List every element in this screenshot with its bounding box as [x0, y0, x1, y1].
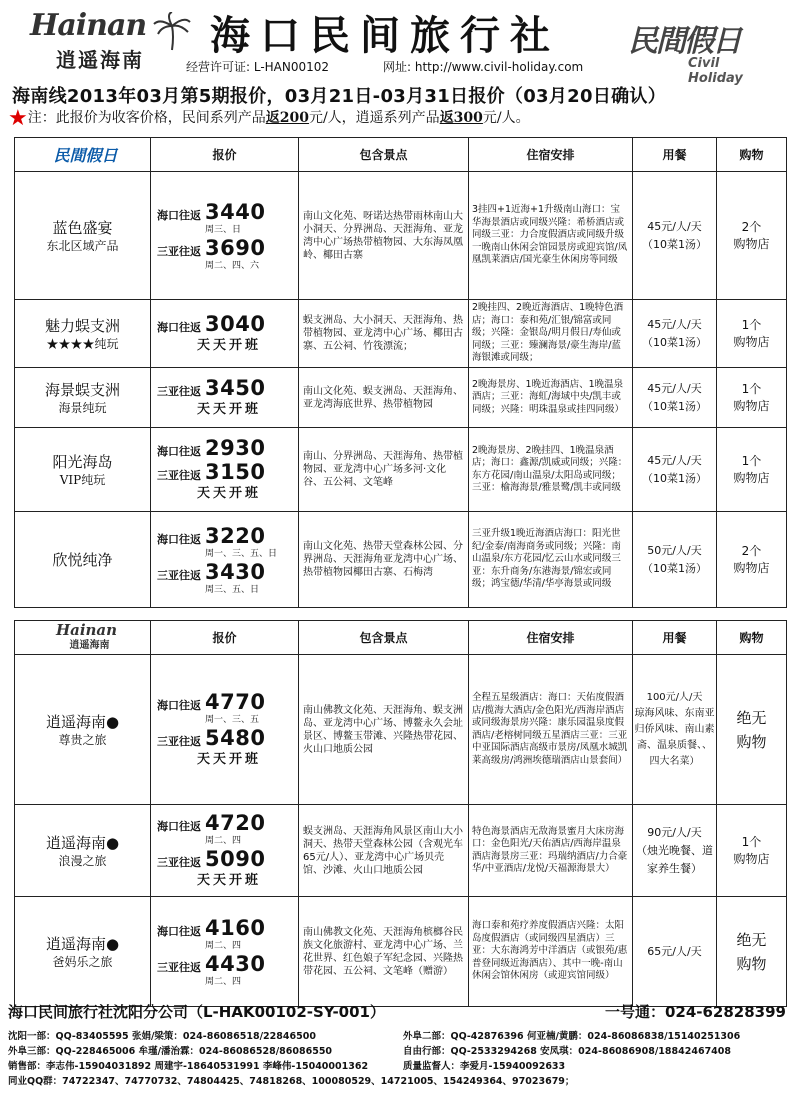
product-name-cell [15, 897, 151, 1007]
meal-price: 90元/人/天 [647, 825, 702, 839]
meal-detail: （10菜1汤） [642, 335, 707, 349]
civil-holiday-brand [15, 138, 151, 172]
price-cell [151, 428, 299, 512]
hotel-cell: 海口泰和苑疗养度假酒店兴隆：太阳岛度假酒店（或同级四星酒店）三亚：大东海鸿芳中洋酒店（或银苑/惠普登同级近海酒店）、其中一晚-南山休闲会馆休闲房（或迎宾馆同级） [469, 897, 633, 1007]
price-route: 海口往返 [157, 444, 201, 458]
col-shopping: 购物 [717, 138, 787, 172]
price-cell [151, 512, 299, 608]
sights-cell: 南山佛教文化苑、天涯海角、蜈支洲岛、亚龙湾中心广场、博鳌永久会址景区、博鳌玉带滩、兴隆热带花园、火山口地质公园 [299, 655, 469, 805]
meal-cell [633, 512, 717, 608]
meal-price: 45元/人/天 [647, 219, 702, 233]
product-row [15, 512, 787, 608]
departure-days: 周三、五、日 [205, 584, 260, 595]
price-line [157, 847, 298, 871]
price-amount: 4430 [205, 951, 266, 976]
sights-cell: 蜈支洲岛、天涯海角风景区南山大小洞天、热带天堂森林公园（含观光车65元/人）、亚龙湾中心广场贝壳馆、沙滩、火山口地质公园 [299, 805, 469, 897]
product-name-cell [15, 428, 151, 512]
product-name: 逍遥海南● [45, 833, 120, 852]
departure-days: 周二、四 [205, 835, 242, 846]
price-amount: 3450 [205, 375, 266, 400]
product-name-cell [15, 512, 151, 608]
price-route: 三亚往返 [157, 468, 201, 482]
price-amount: 3220 [205, 523, 266, 548]
sights-cell: 南山文化苑、热带天堂森林公园、分界洲岛、天涯海角亚龙湾中心广场、热带植物园椰田古寨、石梅湾 [299, 512, 469, 608]
price-route: 三亚往返 [157, 244, 201, 258]
meal-cell [633, 428, 717, 512]
civil-holiday-logo [628, 16, 778, 86]
price-line [157, 811, 298, 835]
price-line [157, 560, 298, 584]
contact-entry: 外阜三部：QQ-228465006 牟瑾/潘治霖：024-86086528/86086550 [8, 1046, 333, 1057]
product-row [15, 805, 787, 897]
product-row [15, 300, 787, 368]
price-route: 海口往返 [157, 320, 201, 334]
daily-departure: 天天开班 [197, 872, 262, 888]
product-row [15, 655, 787, 805]
price-amount: 4720 [205, 810, 266, 835]
price-amount: 4160 [205, 915, 266, 940]
meal-detail: （10菜1汤） [642, 237, 707, 251]
price-line [157, 236, 298, 260]
price-route: 三亚往返 [157, 960, 201, 974]
company-name: 海口民间旅行社沈阳分公司（L-HAK00102-SY-001） [8, 1003, 385, 1021]
price-route: 三亚往返 [157, 855, 201, 869]
price-line [157, 690, 298, 714]
meal-price: 100元/人/天 [646, 691, 703, 703]
daily-departure: 天天开班 [197, 337, 262, 353]
price-amount: 5090 [205, 846, 266, 871]
meal-price: 45元/人/天 [647, 453, 702, 467]
price-route: 三亚往返 [157, 384, 201, 398]
price-note [8, 106, 530, 131]
meal-detail: （10菜1汤） [642, 399, 707, 413]
hotline: 一号通：024-62828399 [604, 1003, 786, 1021]
price-line [157, 436, 298, 460]
price-headline: 海南线2013年03月第5期报价，03月21日-03月31日报价（03月20日确认） [12, 86, 667, 107]
price-line [157, 312, 298, 336]
departure-days: 周一、三、五 [205, 714, 260, 725]
shopping-label: 购物店 [733, 334, 770, 349]
price-cell [151, 897, 299, 1007]
hotel-cell: 全程五星级酒店：海口：天佑度假酒店/揽海大酒店/金色阳光/西海岸酒店或同级海景房兴隆：康乐园温泉度假酒店/老榕树同级五星酒店三亚：三亚中亚国际酒店高级市景房/凤凰水城凯莱高级房/鸿洲埃德瑞酒店山景套间） [469, 655, 633, 805]
hotel-cell: 3挂四+1近海+1升级南山海口：宝华海景酒店或同级兴隆：希桥酒店或同级三亚：力合度假酒店或同级升级一晚南山休闲会馆园景房或迎宾馆/凤凰凯莱酒店/国光豪生休闲房等同级 [469, 172, 633, 300]
meal-price: 50元/人/天 [647, 543, 702, 557]
shopping-cell [717, 368, 787, 428]
shopping-cell [717, 897, 787, 1007]
price-line [157, 726, 298, 750]
sights-cell: 南山文化苑、蜈支洲岛、天涯海角、亚龙湾海底世界、热带植物园 [299, 368, 469, 428]
meal-detail: （10菜1汤） [642, 471, 707, 485]
hotel-cell: 三亚升级1晚近海酒店海口：阳光世纪/金泰/南海商务或同级；兴隆：南山温泉/东方花园/忆云山水或同级三亚：东升商务/东港海景/锦宏或同级；鸿宝德/华清/华亭海景或同级 [469, 512, 633, 608]
shopping-label: 购物店 [733, 560, 770, 575]
col-hotel: 住宿安排 [469, 621, 633, 655]
hainan-logo [22, 8, 182, 74]
product-name-cell [15, 805, 151, 897]
daily-departure: 天天开班 [197, 485, 262, 501]
product-row [15, 172, 787, 300]
product-name: 欣悦纯净 [52, 550, 113, 569]
price-route: 海口往返 [157, 819, 201, 833]
product-row [15, 368, 787, 428]
sights-cell: 南山文化苑、呀诺达热带雨林南山大小洞天、分界洲岛、天涯海角、亚龙湾中心广场热带植物园、大东海凤凰岭、椰田古寨 [299, 172, 469, 300]
civil-holiday-price-table [14, 137, 787, 608]
contact-row [8, 1074, 798, 1089]
shopping-label: 购物店 [733, 236, 770, 251]
shopping-label: 购物店 [733, 470, 770, 485]
civil-holiday-logo-cn: 民間假日 [628, 24, 740, 59]
col-hotel: 住宿安排 [469, 138, 633, 172]
hainan-logo-cn: 逍遥海南 [56, 48, 144, 72]
meal-cell [633, 368, 717, 428]
shopping-count: 1个 [741, 453, 762, 468]
departure-days: 周二、四 [205, 940, 242, 951]
product-name-cell [15, 300, 151, 368]
product-subtitle: 爸妈乐之旅 [52, 954, 113, 969]
product-name: 阳光海岛 [52, 452, 113, 471]
website-url[interactable]: 网址: http://www.civil-holiday.com [383, 60, 584, 74]
sights-cell: 蜈支洲岛、大小洞天、天涯海角、热带植物园、亚龙湾中心广场、椰田古寨、五公祠、竹筏漂流； [299, 300, 469, 368]
shopping-label: 购物店 [733, 851, 770, 866]
price-line [157, 376, 298, 400]
price-route: 海口往返 [157, 208, 201, 222]
contact-row [8, 1059, 798, 1074]
shopping-count: 绝无 [736, 708, 767, 727]
price-cell [151, 655, 299, 805]
price-amount: 5480 [205, 725, 266, 750]
price-route: 海口往返 [157, 698, 201, 712]
col-meal: 用餐 [633, 138, 717, 172]
hotel-cell: 2晚挂四、2晚近海酒店、1晚特色酒店；海口：泰和苑/汇银/锦富或同级；兴隆：金银岛/明月假日/寿仙或同级；三亚：臻澜海景/豪生海岸/蓝海银滩或同级； [469, 300, 633, 368]
product-row [15, 428, 787, 512]
shopping-count: 1个 [741, 317, 762, 332]
col-sights: 包含景点 [299, 138, 469, 172]
price-route: 三亚往返 [157, 568, 201, 582]
meal-detail: （烛光晚餐、道家养生餐） [636, 843, 713, 875]
contact-list [8, 1029, 798, 1089]
product-subtitle: 海景纯玩 [58, 400, 107, 415]
sights-cell: 南山、分界洲岛、天涯海角、热带植物园、亚龙湾中心广场多河·文化谷、五公祠、文笔峰 [299, 428, 469, 512]
contact-entry: 自由行部：QQ-2533294268 安凤琪：024-86086908/18842467408 [403, 1046, 732, 1057]
departure-days: 周二、四、六 [205, 260, 260, 271]
col-shopping: 购物 [717, 621, 787, 655]
product-name: 逍遥海南● [45, 934, 120, 953]
note-prefix: 注：此报价为收客价格，民间系列产品 [27, 110, 266, 126]
departure-days: 周三、日 [205, 224, 242, 235]
note-rebate-xiaoyao: 返300 [439, 110, 483, 126]
col-sights: 包含景点 [299, 621, 469, 655]
note-suffix: 元/人。 [482, 110, 530, 126]
price-line [157, 952, 298, 976]
product-name-cell [15, 368, 151, 428]
product-subtitle: 尊贵之旅 [58, 732, 107, 747]
shopping-count: 2个 [741, 219, 762, 234]
contact-entry: 销售部：李志伟-15904031892 周建宇-18640531991 李峰伟-15040001362 [8, 1061, 369, 1072]
shopping-count: 1个 [741, 381, 762, 396]
meal-price: 45元/人/天 [647, 317, 702, 331]
contact-entry: 质量监督人：李爱月-15940092633 [403, 1061, 566, 1072]
daily-departure: 天天开班 [197, 401, 262, 417]
hotel-cell: 2晚海景房、2晚挂四、1晚温泉酒店；海口：鑫源/凯威或同级；兴隆：东方花园/南山温泉/太阳岛或同级；三亚：榆海海景/雅景鹭/凯丰或同级 [469, 428, 633, 512]
price-amount: 2930 [205, 435, 266, 460]
price-amount: 3430 [205, 559, 266, 584]
meal-cell [633, 655, 717, 805]
price-amount: 3150 [205, 459, 266, 484]
product-subtitle: 东北区域产品 [46, 238, 119, 253]
price-route: 海口往返 [157, 532, 201, 546]
product-name: 逍遥海南● [45, 712, 120, 731]
shopping-label: 购物店 [733, 398, 770, 413]
product-name: 魅力蜈支洲 [44, 316, 120, 335]
header [0, 0, 800, 86]
price-amount: 3040 [205, 311, 266, 336]
product-row [15, 897, 787, 1007]
shopping-cell [717, 805, 787, 897]
shopping-count: 1个 [741, 834, 762, 849]
hotel-cell: 特色海景酒店无敌海景蜜月大床房海口：金色阳光/天佑酒店/西海岸温泉酒店海景房三亚：玛瑞纳酒店/力合豪华/中亚酒店/龙悦/天福源海景大） [469, 805, 633, 897]
footer-main [8, 1001, 798, 1023]
price-cell [151, 300, 299, 368]
meal-cell [633, 172, 717, 300]
product-name-cell [15, 172, 151, 300]
meal-price: 45元/人/天 [647, 381, 702, 395]
license-number: 经营许可证: L-HAN00102 [186, 60, 330, 74]
col-price: 报价 [151, 621, 299, 655]
hotel-cell: 2晚海景房、1晚近海酒店、1晚温泉酒店；三亚：海虹/海域中央/凯丰或同级；兴隆：明珠温泉或挂四同级） [469, 368, 633, 428]
xiaoyao-brand-cn: 逍遥海南 [69, 639, 110, 651]
col-meal: 用餐 [633, 621, 717, 655]
product-name: 海景蜈支洲 [44, 380, 120, 399]
shopping-count: 绝无 [736, 930, 767, 949]
palm-icon [152, 12, 192, 52]
contact-row [8, 1044, 798, 1059]
product-subtitle: ★★★★纯玩 [46, 336, 119, 351]
xiaoyao-price-table [14, 620, 787, 1007]
price-amount: 3440 [205, 199, 266, 224]
note-rebate-civil: 返200 [265, 110, 309, 126]
departure-days: 周一、三、五、日 [205, 548, 278, 559]
col-price: 报价 [151, 138, 299, 172]
meal-detail: 琼海风味、东南亚归侨风味、南山素斋、温泉质餐、、四大名菜） [634, 707, 715, 767]
hainan-logo-text: Hainan [30, 8, 147, 43]
star-icon: ★ [8, 106, 28, 131]
xiaoyao-brand-logo [15, 622, 150, 654]
civil-holiday-logo-en: Civil Holiday [688, 56, 743, 86]
price-cell [151, 805, 299, 897]
price-line [157, 524, 298, 548]
daily-departure: 天天开班 [197, 751, 262, 767]
price-line [157, 916, 298, 940]
contact-row [8, 1029, 798, 1044]
shopping-cell [717, 428, 787, 512]
product-name-cell [15, 655, 151, 805]
shopping-cell [717, 300, 787, 368]
shopping-label: 购物 [736, 954, 767, 973]
agency-title: 海口民间旅行社 [210, 12, 560, 59]
product-name: 蓝色盛宴 [52, 218, 113, 237]
price-route: 三亚往返 [157, 734, 201, 748]
civil-holiday-brand-label: 民間假日 [53, 146, 118, 165]
price-cell [151, 172, 299, 300]
footer [8, 1001, 798, 1089]
contact-entry: 同业QQ群：74722347、74770732、74804425、74818268、100080529、14721005、154249364、97023679； [8, 1076, 575, 1087]
price-cell [151, 368, 299, 428]
shopping-cell [717, 172, 787, 300]
price-line [157, 200, 298, 224]
product-subtitle: 浪漫之旅 [58, 853, 107, 868]
contact-entry: 沈阳一部：QQ-83405595 张娟/梁策：024-86086518/22846500 [8, 1031, 316, 1042]
shopping-count: 2个 [741, 543, 762, 558]
xiaoyao-brand [15, 621, 151, 655]
contact-entry: 外阜二部：QQ-42876396 何亚楠/黄鹏：024-86086838/15140251306 [403, 1031, 741, 1042]
price-amount: 3690 [205, 235, 266, 260]
price-line [157, 460, 298, 484]
price-route: 海口往返 [157, 924, 201, 938]
meal-price: 65元/人/天 [647, 944, 702, 958]
meal-cell [633, 300, 717, 368]
shopping-cell [717, 512, 787, 608]
note-mid: 元/人，逍遥系列产品 [308, 110, 440, 126]
meal-cell [633, 805, 717, 897]
shopping-cell [717, 655, 787, 805]
sights-cell: 南山佛教文化苑、天涯海角槟榔谷民族文化旅游村、亚龙湾中心广场、兰花世界、红色娘子军纪念园、兴隆热带花园、五公祠、文笔峰（赠游） [299, 897, 469, 1007]
shopping-label: 购物 [736, 732, 767, 751]
xiaoyao-brand-en: Hainan [55, 620, 118, 639]
meal-cell [633, 897, 717, 1007]
departure-days: 周二、四 [205, 976, 242, 987]
price-amount: 4770 [205, 689, 266, 714]
meal-detail: （10菜1汤） [642, 561, 707, 575]
product-subtitle: VIP纯玩 [59, 472, 106, 487]
